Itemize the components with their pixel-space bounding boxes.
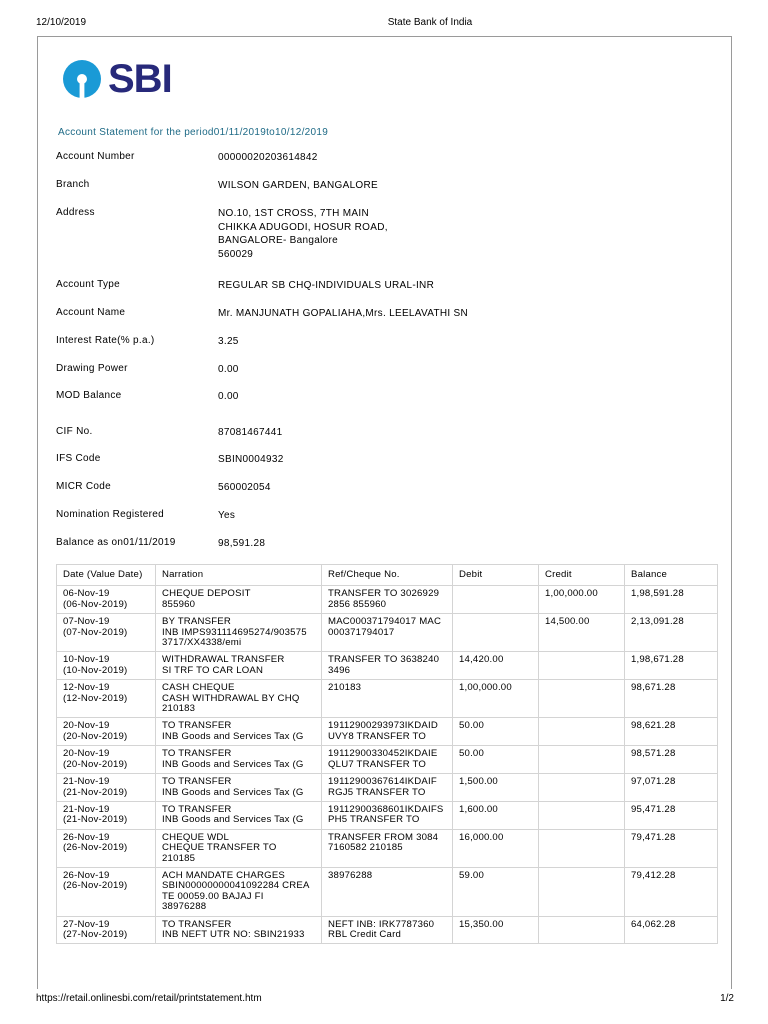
cell-credit (539, 718, 625, 746)
table-row (57, 746, 718, 774)
column-header-credit: Credit (539, 565, 625, 586)
cell-ref: 19112900368601IKDAIFS PH5 TRANSFER TO (322, 801, 453, 829)
micr-code-label: MICR Code (56, 481, 111, 492)
cell-narration: TO TRANSFER INB Goods and Services Tax (G (156, 718, 322, 746)
cell-ref: 19112900367614IKDAIF RGJ5 TRANSFER TO (322, 774, 453, 802)
address-value (218, 207, 698, 261)
sbi-logo (62, 59, 172, 99)
cell-date: 21-Nov-19 (21-Nov-2019) (57, 801, 156, 829)
table-row (57, 774, 718, 802)
cell-balance: 79,471.28 (625, 829, 718, 867)
address-line-4: 560029 (218, 248, 254, 260)
cell-ref: NEFT INB: IRK7787360 RBL Credit Card (322, 916, 453, 944)
column-header-balance: Balance (625, 565, 718, 586)
account-type-label: Account Type (56, 279, 121, 290)
cell-credit (539, 829, 625, 867)
cell-narration: CHEQUE DEPOSIT 855960 (156, 586, 322, 614)
cell-date: 20-Nov-19 (20-Nov-2019) (57, 718, 156, 746)
cell-debit (453, 586, 539, 614)
cell-ref: 19112900330452IKDAIE QLU7 TRANSFER TO (322, 746, 453, 774)
mod-balance-value: 0.00 (218, 391, 239, 402)
mod-balance-label: MOD Balance (56, 390, 122, 401)
statement-frame (37, 36, 732, 989)
branch-label: Branch (56, 179, 90, 190)
cell-credit (539, 801, 625, 829)
cell-narration: TO TRANSFER INB Goods and Services Tax (G (156, 801, 322, 829)
cell-balance: 98,571.28 (625, 746, 718, 774)
cif-no-label: CIF No. (56, 426, 93, 437)
table-row (57, 680, 718, 718)
table-header-row (57, 565, 718, 586)
branch-value: WILSON GARDEN, BANGALORE (218, 180, 379, 191)
account-number-label: Account Number (56, 151, 135, 162)
cell-debit: 16,000.00 (453, 829, 539, 867)
cell-narration: WITHDRAWAL TRANSFER SI TRF TO CAR LOAN (156, 652, 322, 680)
column-header-ref: Ref/Cheque No. (322, 565, 453, 586)
account-type-value: REGULAR SB CHQ-INDIVIDUALS URAL-INR (218, 280, 435, 291)
cell-debit: 1,500.00 (453, 774, 539, 802)
cell-debit (453, 614, 539, 652)
cell-ref: TRANSFER TO 3026929 2856 855960 (322, 586, 453, 614)
cell-ref: TRANSFER FROM 3084 7160582 210185 (322, 829, 453, 867)
address-line-3: BANGALORE- Bangalore (218, 235, 338, 246)
print-header (0, 0, 768, 30)
cell-date: 21-Nov-19 (21-Nov-2019) (57, 774, 156, 802)
interest-rate-label: Interest Rate(% p.a.) (56, 335, 155, 346)
address-line-2: CHIKKA ADUGODI, HOSUR ROAD, (218, 221, 388, 233)
cell-narration: CASH CHEQUE CASH WITHDRAWAL BY CHQ 210183 (156, 680, 322, 718)
cell-balance: 79,412.28 (625, 867, 718, 916)
cell-balance: 1,98,671.28 (625, 652, 718, 680)
nomination-value: Yes (218, 510, 236, 521)
table-row (57, 867, 718, 916)
column-header-narration: Narration (156, 565, 322, 586)
cell-narration: TO TRANSFER INB NEFT UTR NO: SBIN21933 (156, 916, 322, 944)
cell-date: 10-Nov-19 (10-Nov-2019) (57, 652, 156, 680)
cell-debit: 1,600.00 (453, 801, 539, 829)
cell-balance: 2,13,091.28 (625, 614, 718, 652)
table-row (57, 586, 718, 614)
address-line-1: NO.10, 1ST CROSS, 7TH MAIN (218, 208, 369, 219)
cell-date: 06-Nov-19 (06-Nov-2019) (57, 586, 156, 614)
cell-narration: CHEQUE WDL CHEQUE TRANSFER TO 210185 (156, 829, 322, 867)
balance-as-on-label: Balance as on01/11/2019 (56, 537, 176, 548)
cell-balance: 64,062.28 (625, 916, 718, 944)
cell-credit (539, 652, 625, 680)
print-url: https://retail.onlinesbi.com/retail/printstatement.htm (36, 993, 262, 1004)
address-label: Address (56, 207, 95, 218)
cell-credit (539, 774, 625, 802)
cell-credit: 1,00,000.00 (539, 586, 625, 614)
micr-code-value: 560002054 (218, 482, 271, 493)
cell-debit: 59.00 (453, 867, 539, 916)
print-title: State Bank of India (387, 17, 473, 28)
sbi-wordmark: SBI (108, 57, 172, 101)
cell-ref: 38976288 (322, 867, 453, 916)
cell-credit (539, 746, 625, 774)
print-page-number: 1/2 (720, 993, 734, 1004)
cell-balance: 97,071.28 (625, 774, 718, 802)
cell-balance: 98,671.28 (625, 680, 718, 718)
sbi-logo-icon (62, 59, 102, 99)
nomination-label: Nomination Registered (56, 509, 165, 520)
transactions-body (57, 586, 718, 944)
cif-no-value: 87081467441 (218, 427, 283, 438)
table-row (57, 652, 718, 680)
transactions-table (56, 564, 718, 944)
cell-date: 20-Nov-19 (20-Nov-2019) (57, 746, 156, 774)
table-row (57, 614, 718, 652)
cell-balance: 98,621.28 (625, 718, 718, 746)
cell-debit: 50.00 (453, 746, 539, 774)
table-row (57, 801, 718, 829)
cell-date: 26-Nov-19 (26-Nov-2019) (57, 829, 156, 867)
cell-ref: MAC000371794017 MAC 000371794017 (322, 614, 453, 652)
table-row (57, 916, 718, 944)
drawing-power-value: 0.00 (218, 364, 239, 375)
cell-credit: 14,500.00 (539, 614, 625, 652)
cell-debit: 50.00 (453, 718, 539, 746)
cell-narration: BY TRANSFER INB IMPS931114695274/903575 3717/XX4338/emi (156, 614, 322, 652)
ifs-code-label: IFS Code (56, 453, 101, 464)
cell-credit (539, 916, 625, 944)
account-number-value: 00000020203614842 (218, 152, 318, 163)
cell-debit: 15,350.00 (453, 916, 539, 944)
account-name-value: Mr. MANJUNATH GOPALIAHA,Mrs. LEELAVATHI SN (218, 308, 469, 319)
statement-period-title: Account Statement for the period01/11/2019to10/12/2019 (58, 127, 329, 138)
ifs-code-value: SBIN0004932 (218, 454, 284, 465)
interest-rate-value: 3.25 (218, 336, 239, 347)
print-date: 12/10/2019 (36, 17, 87, 28)
cell-debit: 14,420.00 (453, 652, 539, 680)
cell-narration: ACH MANDATE CHARGES SBIN00000000041092284 CREA TE 00059.00 BAJAJ FI 38976288 (156, 867, 322, 916)
cell-balance: 1,98,591.28 (625, 586, 718, 614)
cell-ref: TRANSFER TO 3638240 3496 (322, 652, 453, 680)
cell-ref: 19112900293973IKDAID UVY8 TRANSFER TO (322, 718, 453, 746)
cell-balance: 95,471.28 (625, 801, 718, 829)
cell-credit (539, 680, 625, 718)
cell-credit (539, 867, 625, 916)
cell-debit: 1,00,000.00 (453, 680, 539, 718)
drawing-power-label: Drawing Power (56, 363, 128, 374)
cell-ref: 210183 (322, 680, 453, 718)
column-header-date: Date (Value Date) (57, 565, 156, 586)
column-header-debit: Debit (453, 565, 539, 586)
account-name-label: Account Name (56, 307, 126, 318)
cell-date: 12-Nov-19 (12-Nov-2019) (57, 680, 156, 718)
cell-date: 26-Nov-19 (26-Nov-2019) (57, 867, 156, 916)
cell-narration: TO TRANSFER INB Goods and Services Tax (G (156, 774, 322, 802)
cell-date: 27-Nov-19 (27-Nov-2019) (57, 916, 156, 944)
table-row (57, 718, 718, 746)
cell-date: 07-Nov-19 (07-Nov-2019) (57, 614, 156, 652)
balance-as-on-value: 98,591.28 (218, 538, 266, 549)
table-row (57, 829, 718, 867)
cell-narration: TO TRANSFER INB Goods and Services Tax (G (156, 746, 322, 774)
